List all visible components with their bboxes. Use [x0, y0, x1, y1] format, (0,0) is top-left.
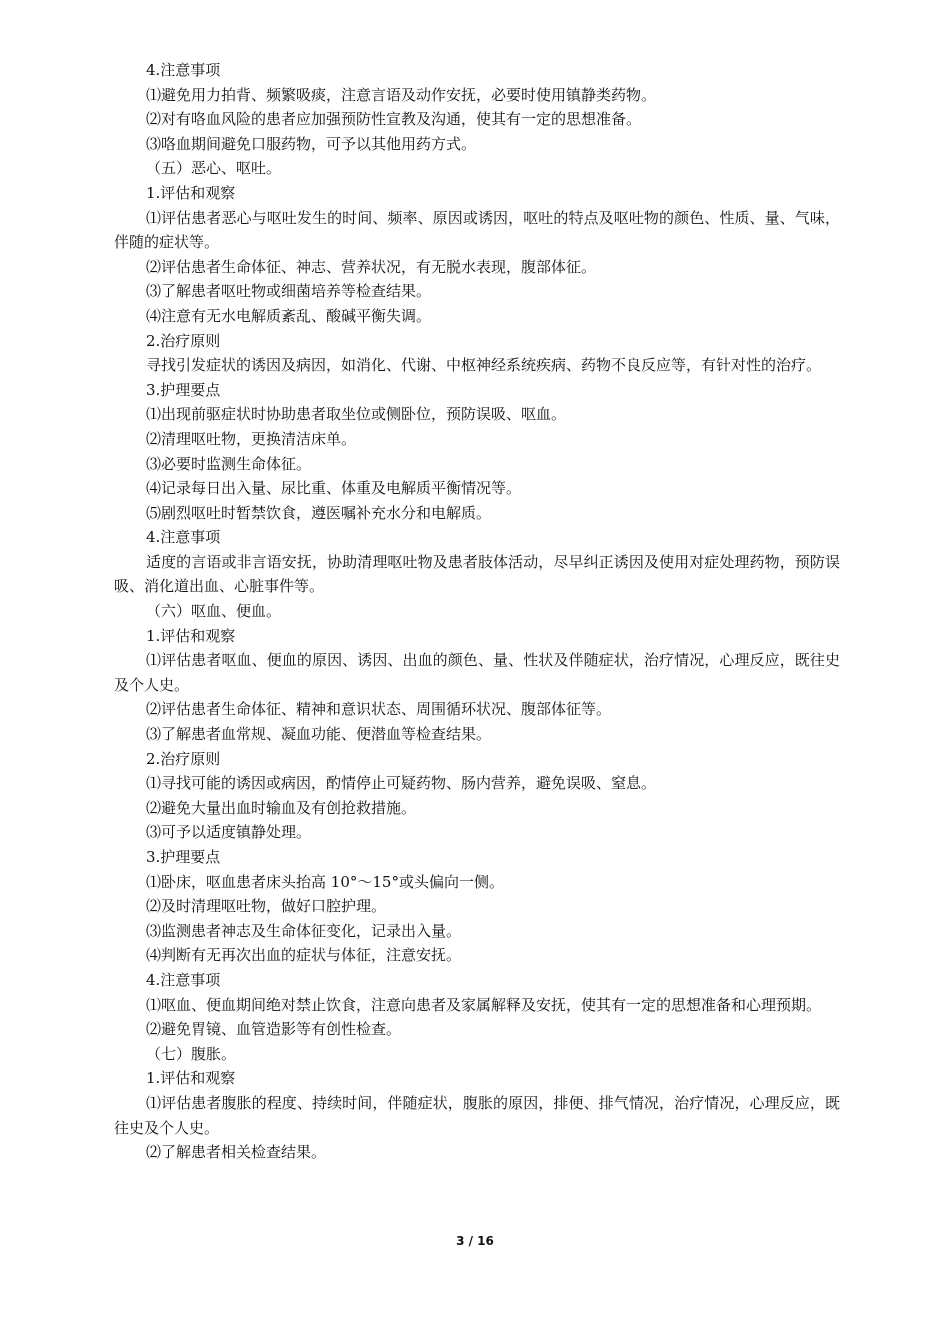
paragraph: ⑶了解患者呕吐物或细菌培养等检查结果。 — [146, 282, 432, 301]
paragraph: ⑷注意有无水电解质紊乱、酸碱平衡失调。 — [146, 306, 432, 325]
paragraph: ⑶了解患者血常规、凝血功能、便潜血等检查结果。 — [146, 725, 492, 744]
paragraph: ⑵清理呕吐物，更换清洁床单。 — [146, 429, 357, 448]
paragraph: ⑸剧烈呕吐时暂禁饮食，遵医嘱补充水分和电解质。 — [146, 503, 492, 522]
paragraph: ⑴评估患者腹胀的程度、持续时间，伴随症状，腹胀的原因，排便、排气情况，治疗情况，心理反应，既往史及个人史。 — [114, 1093, 840, 1137]
paragraph: 1.评估和观察 — [146, 1069, 236, 1088]
paragraph: 1.评估和观察 — [146, 183, 236, 202]
paragraph: ⑷记录每日出入量、尿比重、体重及电解质平衡情况等。 — [146, 479, 522, 498]
section-heading: （六）呕血、便血。 — [146, 602, 282, 621]
paragraph: ⑵及时清理呕吐物，做好口腔护理。 — [146, 897, 387, 916]
paragraph: 2.治疗原则 — [146, 749, 221, 768]
paragraph: 4.注意事项 — [146, 61, 221, 79]
paragraph: 寻找引发症状的诱因及病因，如消化、代谢、中枢神经系统疾病、药物不良反应等，有针对性的治疗。 — [146, 356, 822, 375]
paragraph: ⑴呕血、便血期间绝对禁止饮食，注意向患者及家属解释及安抚，使其有一定的思想准备和心理预期。 — [146, 995, 822, 1014]
page-number: 3 / 16 — [456, 1234, 494, 1248]
paragraph: 1.评估和观察 — [146, 626, 236, 645]
paragraph: ⑵评估患者生命体征、精神和意识状态、周围循环状况、腹部体征等。 — [146, 700, 612, 719]
section-heading: （五）恶心、呕吐。 — [146, 159, 282, 178]
paragraph: ⑵了解患者相关检查结果。 — [146, 1143, 327, 1162]
paragraph: ⑵避免胃镜、血管造影等有创性检查。 — [146, 1020, 402, 1039]
paragraph: 适度的言语或非言语安抚，协助清理呕吐物及患者肢体活动，尽早纠正诱因及使用对症处理药物，预防误吸、消化道出血、心脏事件等。 — [114, 552, 840, 596]
document-body — [114, 58, 840, 1165]
paragraph: ⑶可予以适度镇静处理。 — [146, 823, 312, 842]
paragraph: ⑷判断有无再次出血的症状与体征，注意安抚。 — [146, 946, 462, 965]
section-heading: （七）腹胀。 — [146, 1044, 237, 1063]
paragraph: 3.护理要点 — [146, 848, 221, 866]
paragraph: ⑴评估患者恶心与呕吐发生的时间、频率、原因或诱因，呕吐的特点及呕吐物的颜色、性质、量、气味，伴随的症状等。 — [114, 208, 840, 252]
paragraph: ⑴出现前驱症状时协助患者取坐位或侧卧位，预防误吸、呕血。 — [146, 405, 567, 424]
paragraph: 4.注意事项 — [146, 970, 221, 989]
paragraph: ⑴卧床，呕血患者床头抬高 10°～15°或头偏向一侧。 — [146, 872, 504, 891]
paragraph: ⑵对有咯血风险的患者应加强预防性宣教及沟通，使其有一定的思想准备。 — [146, 110, 642, 129]
paragraph: 2.治疗原则 — [146, 331, 221, 350]
paragraph: ⑶咯血期间避免口服药物，可予以其他用药方式。 — [146, 134, 477, 153]
paragraph: 3.护理要点 — [146, 380, 221, 399]
paragraph: ⑶监测患者神志及生命体征变化，记录出入量。 — [146, 921, 462, 940]
paragraph: ⑶必要时监测生命体征。 — [146, 454, 312, 473]
paragraph: ⑵评估患者生命体征、神志、营养状况，有无脱水表现，腹部体征。 — [146, 257, 597, 276]
paragraph: 4.注意事项 — [146, 528, 221, 547]
paragraph: ⑴避免用力拍背、频繁吸痰，注意言语及动作安抚，必要时使用镇静类药物。 — [146, 85, 657, 104]
paragraph: ⑴评估患者呕血、便血的原因、诱因、出血的颜色、量、性状及伴随症状，治疗情况，心理反应，既往史及个人史。 — [114, 651, 840, 694]
paragraph: ⑴寻找可能的诱因或病因，酌情停止可疑药物、肠内营养，避免误吸、窒息。 — [146, 774, 657, 793]
paragraph: ⑵避免大量出血时输血及有创抢救措施。 — [146, 798, 417, 817]
